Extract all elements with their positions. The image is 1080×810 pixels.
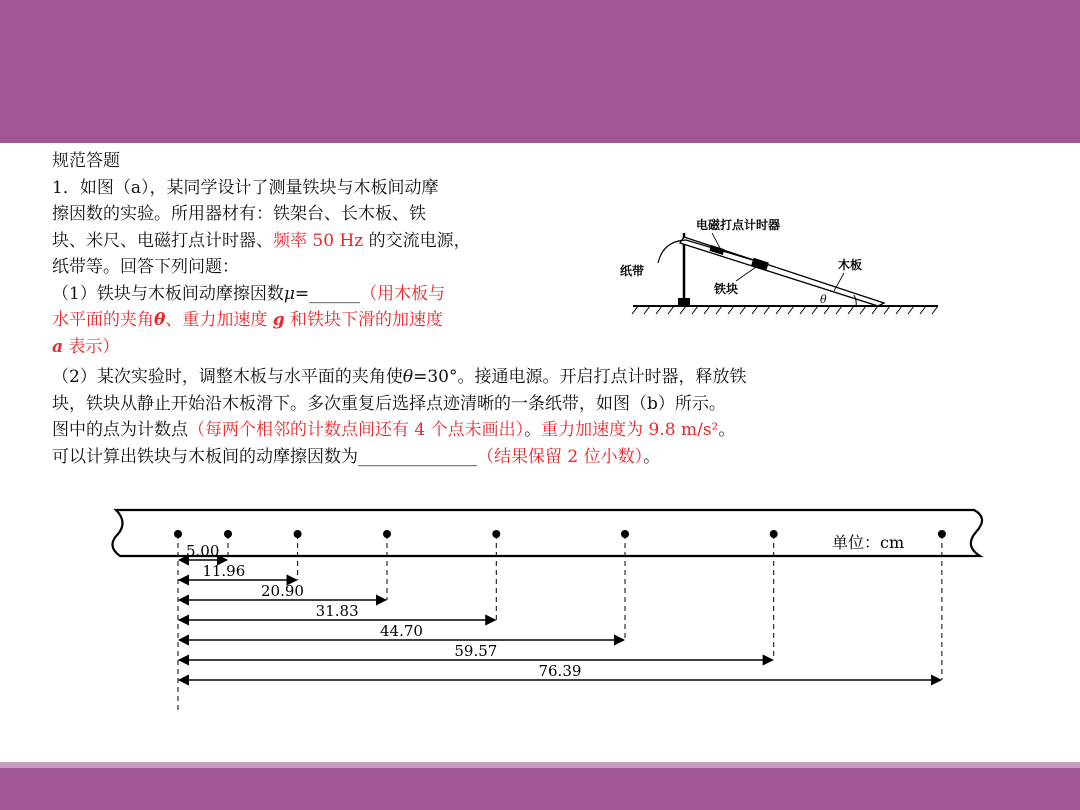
q2-text-b: =30°。接通电源。开启打点计时器，释放铁 [413,367,747,387]
distance-label-1: 5.00 [186,542,220,560]
q1-part1-line-2 [52,307,443,334]
q2-line-2: 块，铁块从静止开始沿木板滑下。多次重复后选择点迹清晰的一条纸带，如图（b）所示。 [52,393,726,414]
q1-line-2: 擦因数的实验。所用器材有：铁架台、长木板、铁 [52,204,426,224]
q2-punct-2: 。 [718,420,736,440]
part1-text: （1）铁块与木板间动摩擦因数 [52,283,284,304]
tape-label: 纸带 [620,264,645,278]
distance-label-7: 76.39 [538,662,582,680]
timer-label: 电磁打点计时器 [696,218,781,232]
a-symbol: a [52,336,64,357]
part1-hint: （用木板与 [360,283,446,304]
section-title: 规范答题 [52,151,120,171]
hint-end: 表示） [63,336,120,357]
q1-line-1: 1．如图（a），某同学设计了测量铁块与木板间动摩 [52,177,439,198]
q2-line-3 [52,417,735,444]
q1-line-3-text: 块、米尺、电磁打点计时器、 [52,230,273,251]
block-leader [736,267,756,281]
q2-count-points: 图中的点为计数点 [52,420,188,440]
angle-label: θ [820,293,827,306]
q1-line-3 [52,228,471,255]
hint-accel-text: 和铁块下滑的加速度 [284,310,444,330]
q2-gravity: 重力加速度为 9.8 m/s² [541,420,719,440]
unit-label: 单位：cm [832,533,905,552]
q2-punct: 。 [524,420,542,440]
hint-angle-text: 水平面的夹角 [52,310,154,330]
board-label: 木板 [838,258,863,272]
figure-b-tape [104,484,1034,724]
theta-symbol-2: θ [402,367,414,387]
q2-end: 。 [643,446,661,467]
block-label: 铁块 [714,282,739,296]
q2-text-a: （2）某次实验时，调整木板与水平面的夹角使 [52,367,403,387]
distance-label-2: 11.96 [202,562,246,580]
distance-label-4: 31.83 [315,602,359,620]
figure-a-apparatus [608,193,958,323]
footer-band [0,768,1080,810]
q1-part1-line-1 [52,281,445,308]
q1-part1-line-3 [52,334,119,361]
distance-label-5: 44.70 [380,622,423,640]
distance-label-3: 20.90 [261,582,304,600]
part1-blank: =______ [294,283,361,304]
q2-precision-hint: （结果保留 2 位小数） [477,446,644,467]
q2-line-1 [52,364,746,391]
frequency-highlight: 频率 50 Hz [273,230,364,251]
distance-markers [178,534,942,712]
ground-hatch [632,306,938,314]
q1-line-3-tail: 的交流电源， [363,230,471,251]
hint-gravity-text: 、重力加速度 [165,310,273,330]
q2-answer-blank: 可以计算出铁块与木板间的动摩擦因数为______________ [52,446,477,467]
q2-hint-points: （每两个相邻的计数点间还有 4 个点未画出） [188,420,525,440]
stand-base [678,298,690,306]
header-band [0,0,1080,143]
theta-symbol: θ [154,310,166,330]
q2-line-4 [52,444,660,471]
distance-label-6: 59.57 [454,642,498,660]
mu-symbol: μ [283,283,295,304]
q1-line-4: 纸带等。回答下列问题： [52,257,239,277]
g-symbol: g [272,310,285,330]
